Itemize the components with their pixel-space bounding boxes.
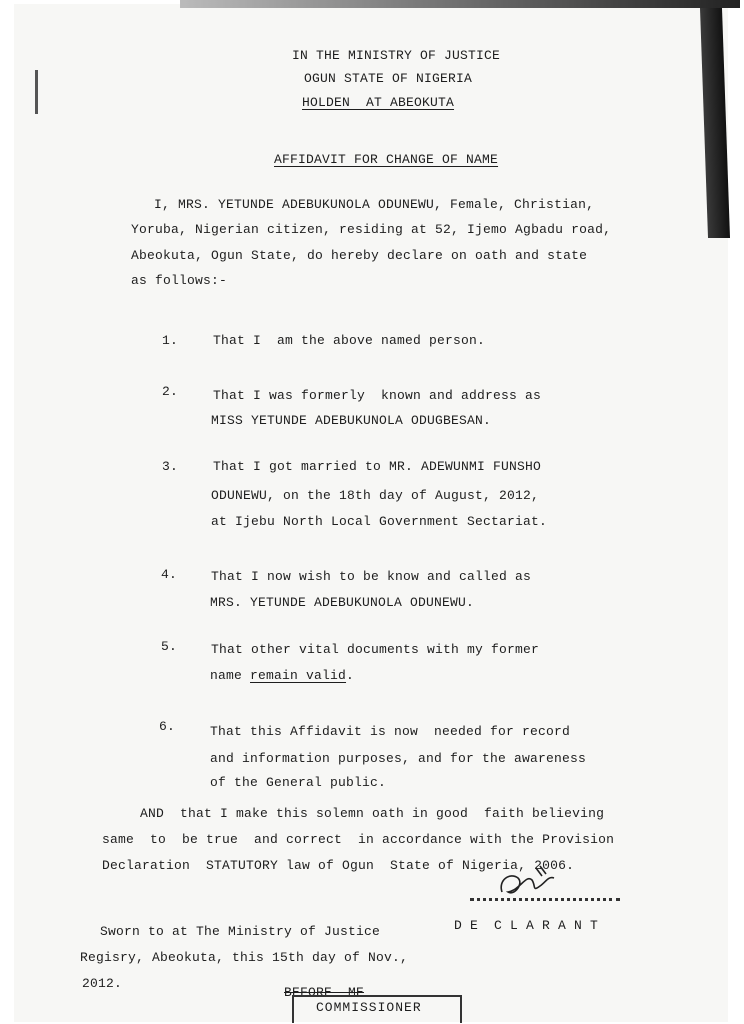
before-me-text: BEFORE ME — [284, 985, 365, 1000]
header-line-2: OGUN STATE OF NIGERIA — [304, 71, 473, 86]
clause-5-end: . — [346, 668, 355, 683]
oath-line-1: AND that I make this solemn oath in good faith believing — [140, 806, 605, 821]
clause-3-line-3: at Ijebu North Local Government Sectariat. — [211, 514, 548, 529]
clause-2-number: 2. — [162, 384, 179, 399]
clause-1-number: 1. — [162, 333, 179, 348]
clause-1-line-1: That I am the above named person. — [213, 333, 486, 348]
intro-line-2: Yoruba, Nigerian citizen, residing at 52, Ijemo Agbadu road, — [131, 222, 612, 237]
scan-shadow-top — [180, 0, 740, 8]
clause-5-line-1: That other vital documents with my former — [211, 642, 540, 657]
intro-line-3: Abeokuta, Ogun State, do hereby declare on oath and state — [131, 248, 588, 263]
oath-line-3: Declaration STATUTORY law of Ogun State of Nigeria, 2006. — [102, 858, 575, 873]
clause-5-number: 5. — [161, 639, 178, 654]
sworn-line-3: 2012. — [82, 976, 123, 991]
stamp-text: COMMISSIONER — [316, 1000, 422, 1015]
clause-4-line-2: MRS. YETUNDE ADEBUKUNOLA ODUNEWU. — [210, 595, 475, 610]
clause-4-number: 4. — [161, 567, 178, 582]
intro-line-4: as follows:- — [131, 273, 228, 288]
declarant-label: D E C L A R A N T — [454, 918, 599, 933]
commissioner-stamp — [292, 995, 462, 1023]
clause-2-line-2: MISS YETUNDE ADEBUKUNOLA ODUGBESAN. — [211, 413, 492, 428]
signature-line — [470, 898, 620, 901]
oath-line-2: same to be true and correct in accordance with the Provision — [102, 832, 615, 847]
clause-5-underlined: remain valid — [250, 668, 347, 683]
sworn-line-2: Regisry, Abeokuta, this 15th day of Nov., — [80, 950, 409, 965]
clause-6-line-2: and information purposes, and for the awareness — [210, 751, 587, 766]
header-line-3: HOLDEN AT ABEOKUTA — [302, 95, 455, 110]
intro-line-1: I, MRS. YETUNDE ADEBUKUNOLA ODUNEWU, Female, Christian, — [154, 197, 595, 212]
clause-6-line-3: of the General public. — [210, 775, 387, 790]
clause-4-line-1: That I now wish to be know and called as — [211, 569, 532, 584]
sworn-line-1: Sworn to at The Ministry of Justice — [100, 924, 381, 939]
clause-3-line-1: That I got married to MR. ADEWUNMI FUNSHO — [213, 459, 542, 474]
document-title: AFFIDAVIT FOR CHANGE OF NAME — [274, 152, 499, 167]
clause-6-number: 6. — [159, 719, 176, 734]
staple-mark — [35, 70, 38, 114]
clause-3-number: 3. — [162, 459, 179, 474]
clause-3-line-2: ODUNEWU, on the 18th day of August, 2012, — [211, 488, 540, 503]
clause-2-line-1: That I was formerly known and address as — [213, 388, 542, 403]
clause-6-line-1: That this Affidavit is now needed for record — [210, 724, 571, 739]
clause-5-line-2 — [210, 668, 354, 683]
header-line-1: IN THE MINISTRY OF JUSTICE — [292, 48, 501, 63]
clause-5-line-2-text: name — [210, 668, 251, 683]
